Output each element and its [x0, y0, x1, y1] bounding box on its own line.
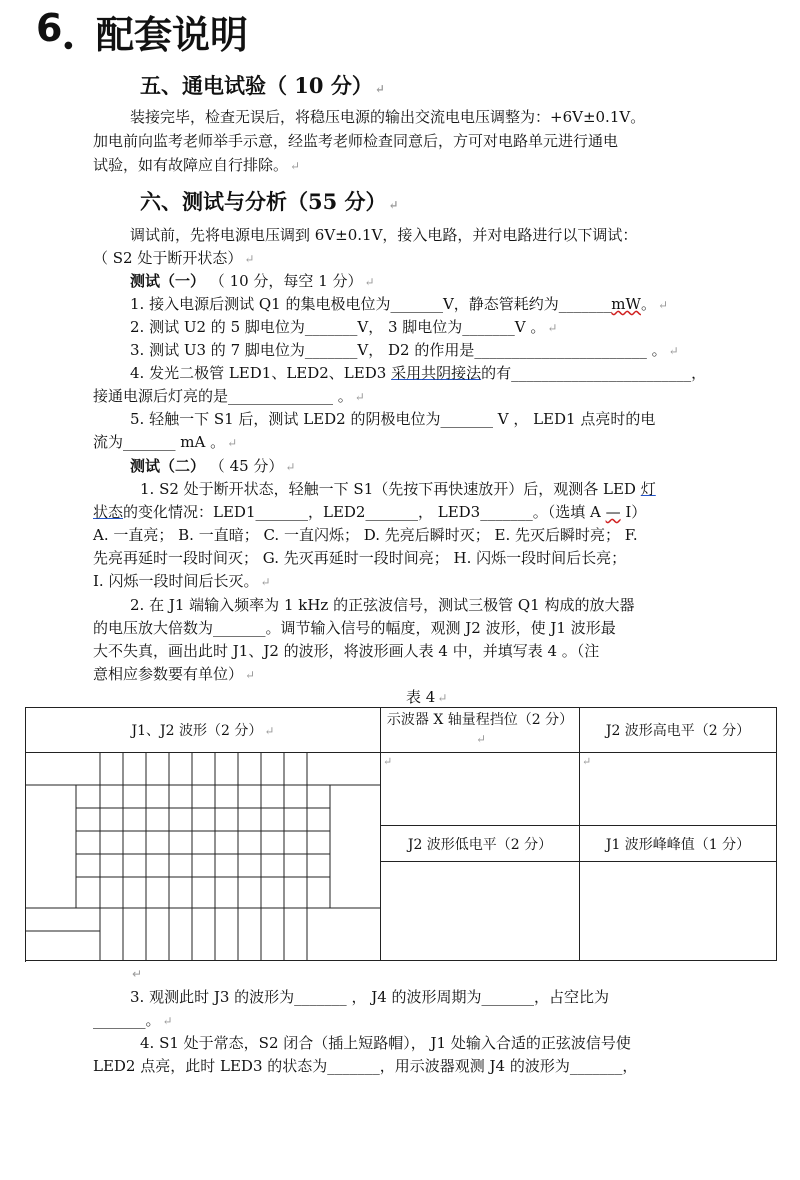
test2-q4: 4. S1 处于常态，S2 闭合（插上短路帽）， J1 处输入合适的正弦波信号使: [140, 1034, 631, 1052]
test2-q1-options-1: A. 一直亮； B. 一直暗； C. 一直闪烁； D. 先亮后瞬时灭； E. 先灭后瞬时亮； F.: [93, 526, 638, 544]
test2-q1-options-3: I. 闪烁一段时间后长灭。 ↵: [93, 572, 271, 590]
section-number: 6: [36, 6, 64, 50]
table4-scale-value[interactable]: ↵: [381, 753, 580, 826]
sec5-line-3: 试验，如有故障应自行排除。 ↵: [93, 156, 301, 174]
sec6-intro-2: （ S2 处于断开状态） ↵: [93, 249, 255, 267]
test2-q3: 3. 观测此时 J3 的波形为_______ ， J4 的波形周期为_______，占空比为: [130, 988, 610, 1006]
table4-header-low-level: J2 波形低电平（2 分）: [381, 826, 580, 862]
page-title: 配套说明: [96, 13, 249, 57]
test1-q4-cont: 接通电源后灯亮的是______________ 。 ↵: [93, 387, 365, 405]
return-mark-icon: ↵: [290, 159, 301, 173]
section-dot-icon: ●: [64, 40, 73, 51]
table4-caption: 表 4 ↵: [406, 688, 448, 706]
return-mark-icon: ↵: [374, 82, 385, 96]
section5-heading: 五、通电试验（ 10 分） ↵: [140, 73, 385, 98]
sec6-intro-1: 调试前，先将电源电压调到 6V±0.1V，接入电路，并对电路进行以下调试：: [130, 226, 638, 244]
test2-q4-cont: LED2 点亮，此时 LED3 的状态为_______，用示波器观测 J4 的波形为_______，: [93, 1057, 638, 1075]
test1-heading: 测试（一） （ 10 分，每空 1 分） ↵: [130, 272, 375, 290]
test1-q5: 5. 轻触一下 S1 后，测试 LED2 的阴极电位为_______ V ， LED1 点亮时的电: [130, 410, 656, 428]
section6-heading: 六、测试与分析（55 分） ↵: [140, 189, 399, 214]
test2-q1-cont: 状态的变化情况：LED1_______，LED2_______， LED3_______。（选填 A — I）: [93, 503, 647, 521]
test2-q2-line3: 大不失真，画出此时 J1、J2 的波形，将波形画人表 4 中，并填写表 4 。（注: [93, 642, 600, 660]
test2-q1: 1. S2 处于断开状态，轻触一下 S1（先按下再快速放开）后，观测各 LED 灯: [140, 480, 656, 498]
table4-header-high-level: J2 波形高电平（2 分）: [580, 708, 777, 753]
table4-header-waveform: J1、J2 波形（2 分） ↵: [26, 708, 381, 753]
test1-q3: 3. 测试 U3 的 7 脚电位为_______V， D2 的作用是_______________________ 。 ↵: [130, 341, 679, 359]
table4-header-peak: J1 波形峰峰值（1 分）: [580, 826, 777, 862]
table4-header-scale: 示波器 X 轴量程挡位（2 分）↵: [381, 708, 580, 753]
test2-q2: 2. 在 J1 端输入频率为 1 kHz 的正弦波信号，测试三极管 Q1 构成的放大器: [130, 596, 635, 614]
sec5-line-1: 装接完毕，检查无误后，将稳压电源的输出交流电电压调整为：+6V±0.1V。: [130, 108, 646, 126]
test1-q1: 1. 接入电源后测试 Q1 的集电极电位为_______V，静态管耗约为_______mW。 ↵: [130, 295, 669, 313]
sec5-line-2: 加电前向监考老师举手示意，经监考老师检查同意后，方可对电路单元进行通电: [93, 132, 619, 150]
return-mark-icon: ↵: [132, 967, 143, 981]
test2-q1-options-2: 先亮再延时一段时间灭； G. 先灭再延时一段时间亮； H. 闪烁一段时间后长亮；: [93, 549, 627, 567]
table4-peak-value[interactable]: [580, 862, 777, 961]
test1-q2: 2. 测试 U2 的 5 脚电位为_______V， 3 脚电位为_______V 。 ↵: [130, 318, 558, 336]
test2-q2-line2: 的电压放大倍数为_______。调节输入信号的幅度，观测 J2 波形，使 J1 波形最: [93, 619, 616, 637]
table4-waveform-grid[interactable]: [26, 753, 381, 961]
test1-q4: 4. 发光二极管 LED1、LED2、LED3 采用共阴接法的有________________________，: [130, 364, 707, 382]
test2-q3-cont: _______。 ↵: [93, 1011, 173, 1029]
table4-high-level-value[interactable]: ↵: [580, 753, 777, 826]
table4-low-level-value[interactable]: [381, 862, 580, 961]
table4: [25, 707, 777, 961]
test1-q5-cont: 流为_______ mA 。 ↵: [93, 433, 238, 451]
test2-q2-line4: 意相应参数要有单位） ↵: [93, 665, 256, 683]
oscilloscope-grid: [26, 753, 380, 960]
test2-heading: 测试（二） （ 45 分） ↵: [130, 457, 296, 475]
return-mark-icon: ↵: [388, 198, 399, 212]
